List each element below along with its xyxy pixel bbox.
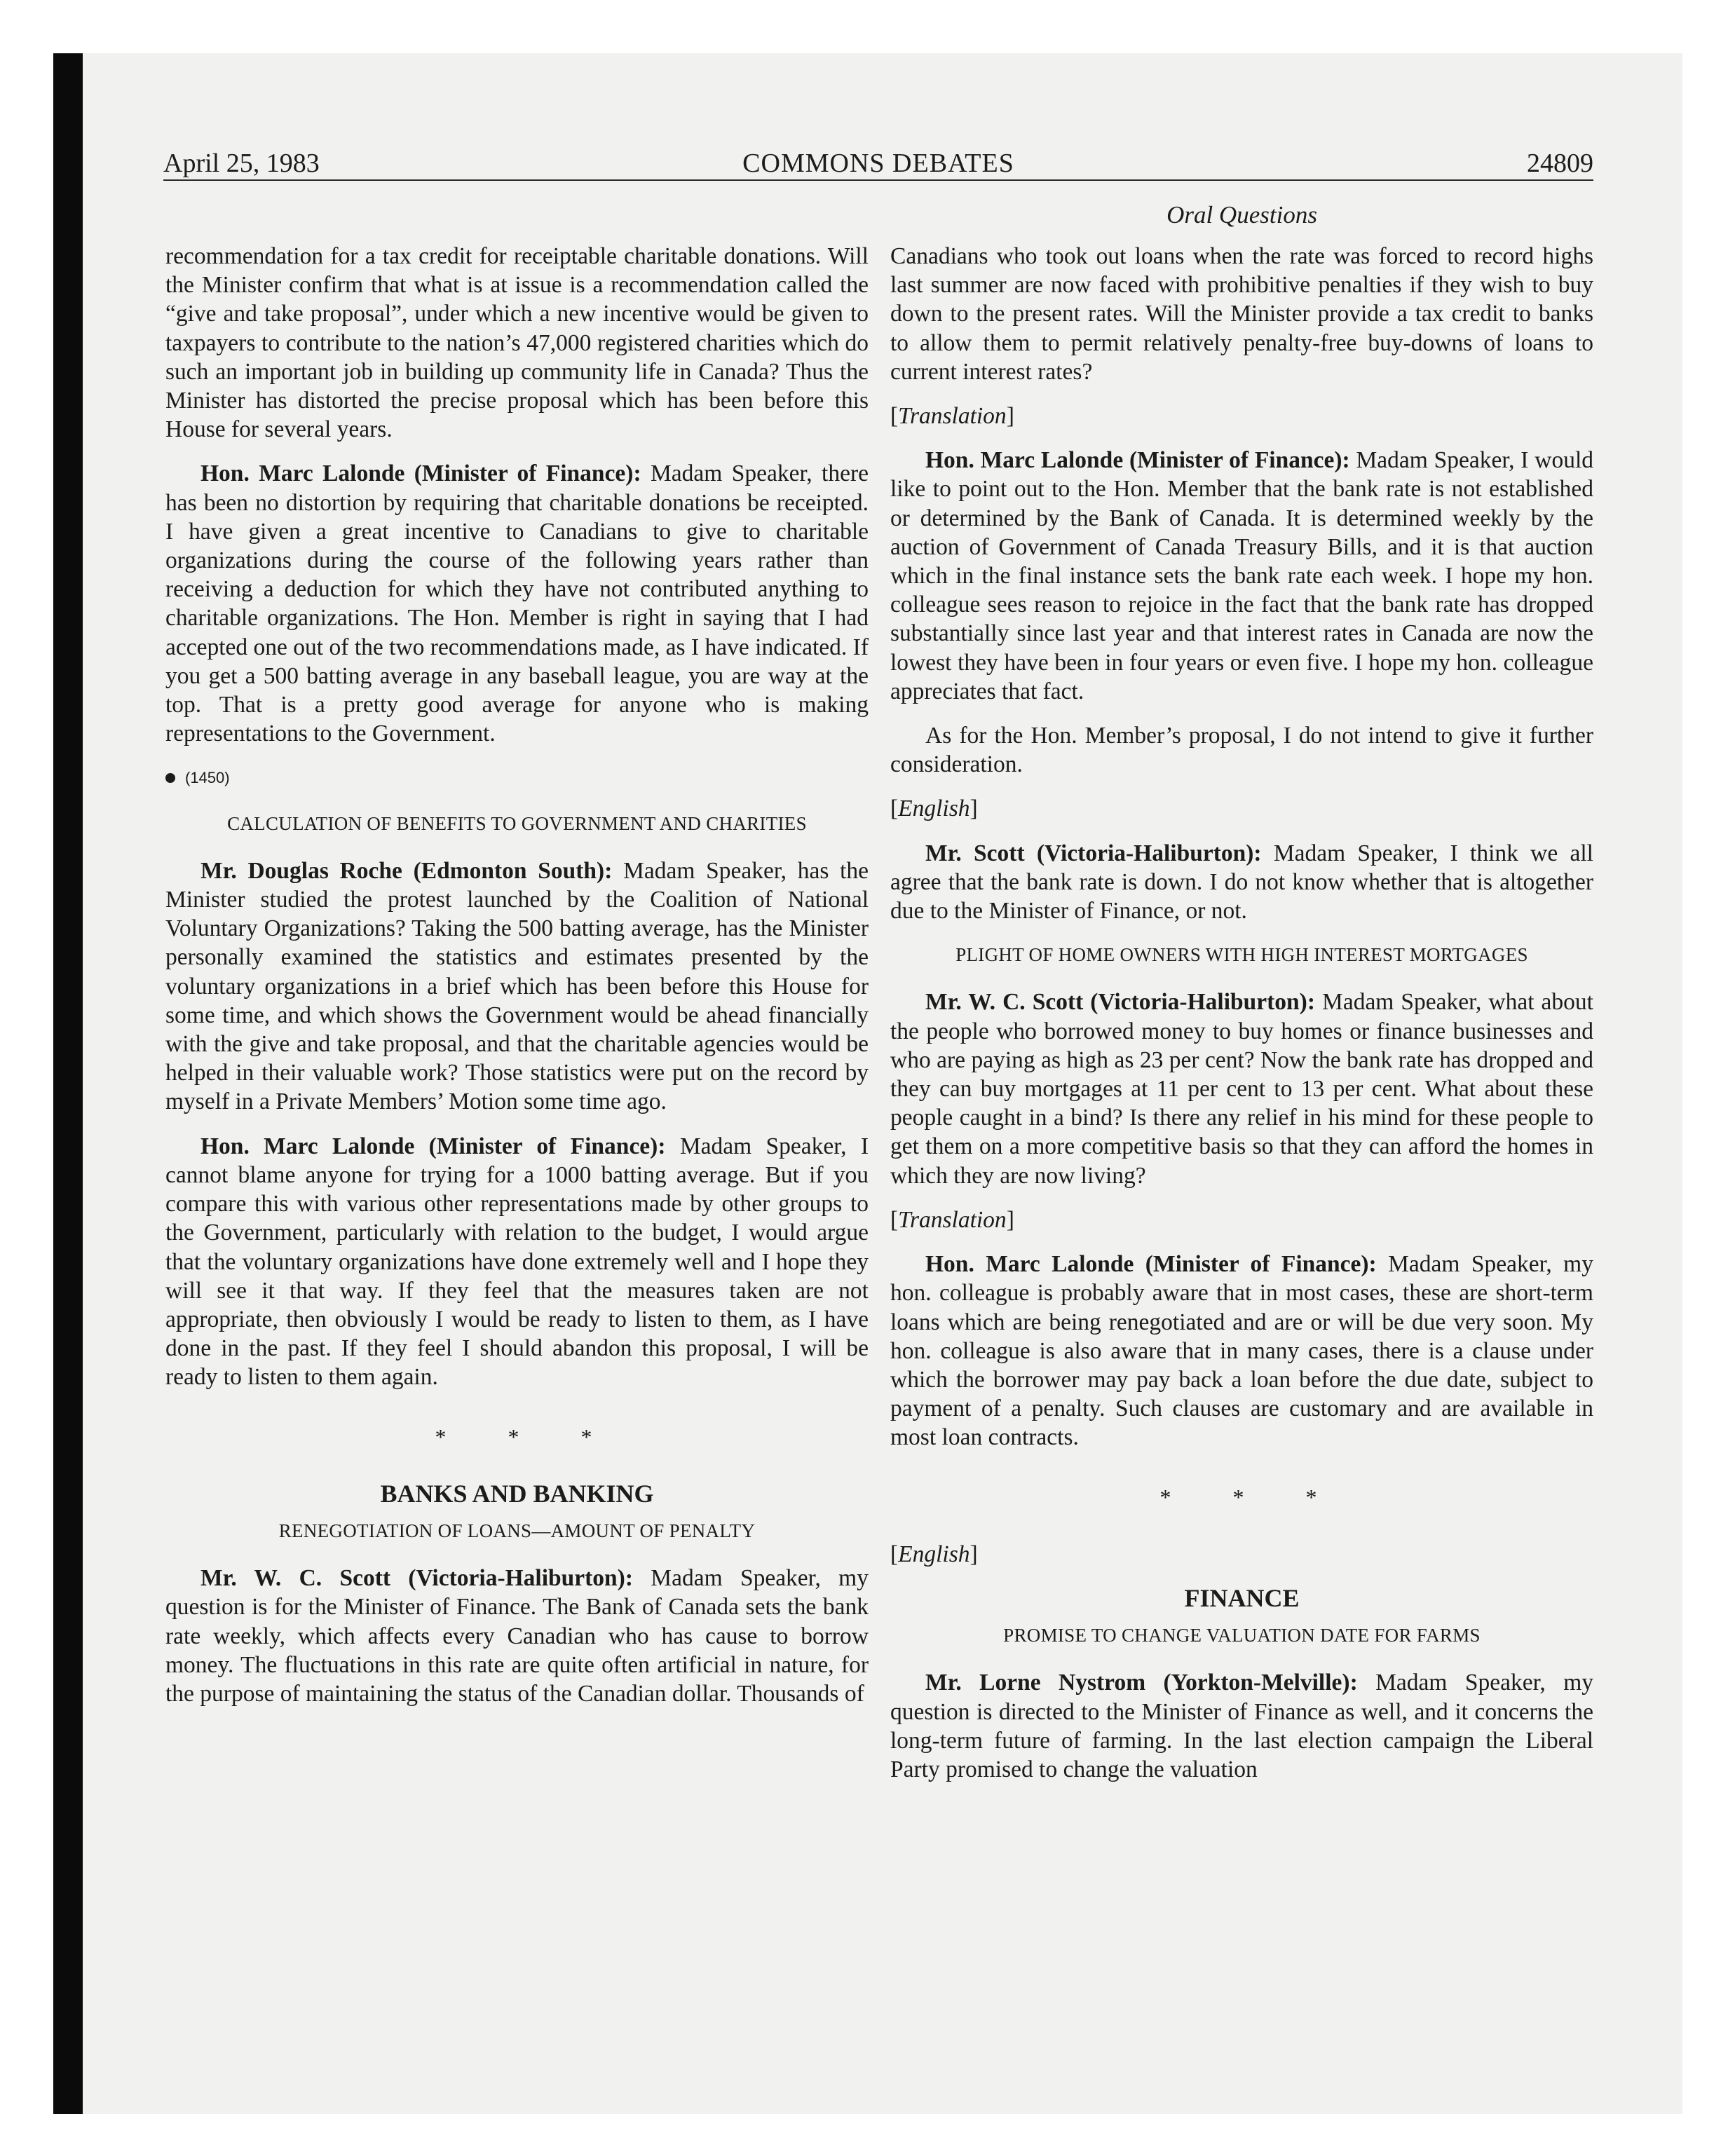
paragraph: Canadians who took out loans when the rate was forced to record highs last summer are now faced with prohibitive penalties if they wish to buy down to the present rates. Will the Minister provide a tax credit to banks to allow them to permit relatively penalty-free buy-downs of loans to current interest rates? (890, 243, 1593, 385)
speaker-name: Mr. Scott (Victoria-Haliburton): (925, 840, 1262, 866)
page-number: 24809 (1527, 149, 1593, 178)
speech: Hon. Marc Lalonde (Minister of Finance): Madam Speaker, there has been no distortion by requiring that charitable donations be receipted. I have given a great incentive to Canadians to give to charitable organizations during the course of the following years rather than receiving a deduction for which they have not contributed anything to charitable organizations. The Hon. Member is right in saying that I had accepted one out of the two recommendations made, as I have indicated. If you get a 500 batting average in any baseball league, you are way at the top. That is a pretty good average for anyone who is making representations to the Government. (165, 460, 869, 747)
language-tag: [Translation] (890, 1206, 1014, 1233)
speech: Mr. Douglas Roche (Edmonton South): Madam Speaker, has the Minister studied the protest launched by the Coalition of National Voluntary Organizations? Taking the 500 batting average, has the Minister personally examined the statistics and estimates presented by the voluntary organizations in a brief which has been before this House for some time, and which shows the Government would be ahead financially with the give and take proposal, and that the charitable agencies would be helped in their valuable work? Those statistics were put on the record by myself in a Private Members’ Motion some time ago. (165, 857, 869, 1115)
speech: Hon. Marc Lalonde (Minister of Finance): Madam Speaker, I cannot blame anyone for trying for a 1000 batting average. But if you compare this with various other representations made by other groups to the Government, particularly with relation to the budget, I would argue that the voluntary organizations have done extremely well and I hope they will see it that way. If they feel that the measures taken are not appropriate, then obviously I would be ready to listen to them, as I have done in the past. If they feel I should abandon this proposal, I will be ready to listen to them again. (165, 1133, 869, 1391)
right-column (890, 242, 1593, 1799)
left-column (165, 242, 869, 1724)
subheading: RENEGOTIATION OF LOANS—AMOUNT OF PENALTY (278, 1520, 756, 1541)
heading: BANKS AND BANKING (380, 1479, 654, 1508)
section-break: * * * (435, 1424, 620, 1449)
language-tag: [Translation] (890, 403, 1014, 430)
scan-edge (53, 53, 83, 2114)
speaker-name: Hon. Marc Lalonde (Minister of Finance): (200, 460, 641, 487)
time-marker: (1450) (165, 763, 869, 792)
running-header (163, 146, 1593, 181)
subheading: CALCULATION OF BENEFITS TO GOVERNMENT AND CHARITIES (227, 812, 807, 834)
bullet-icon (165, 773, 175, 783)
speaker-name: Hon. Marc Lalonde (Minister of Finance): (200, 1133, 666, 1159)
paragraph: recommendation for a tax credit for receiptable charitable donations. Will the Minister confirm that what is at issue is a recommendation called the “give and take proposal”, under which a new incentive would be given to taxpayers to contribute to the nation’s 47,000 registered charities which do such an important job in building up community life in Canada? Thus the Minister has distorted the precise proposal which has been before this House for several years. (165, 243, 869, 443)
header-date: April 25, 1983 (163, 149, 320, 178)
header-rule (163, 179, 1593, 181)
speech: Mr. Scott (Victoria-Haliburton): Madam Speaker, I think we all agree that the bank rate is down. I do not know whether that is altogether due to the Minister of Finance, or not. (890, 840, 1593, 925)
speech: Hon. Marc Lalonde (Minister of Finance): Madam Speaker, my hon. colleague is probably aware that in most cases, these are short-term loans which are being renegotiated and are or will be due very soon. My hon. colleague is also aware that in many cases, there is a clause under which the borrower may pay back a loan before the due date, subject to payment of a penalty. Such clauses are customary and are available in most loan contracts. (890, 1251, 1593, 1451)
speech: Hon. Marc Lalonde (Minister of Finance): Madam Speaker, I would like to point out to the Hon. Member that the bank rate is not established or determined by the Bank of Canada. It is determined weekly by the auction of Government of Canada Treasury Bills, and it is that auction which in the final instance sets the bank rate each week. I hope my hon. colleague sees reason to rejoice in the fact that the bank rate has dropped substantially since last year and that interest rates in Canada are now the lowest they have been in four years or even five. I hope my hon. colleague appreciates that fact. (890, 447, 1593, 704)
paragraph: As for the Hon. Member’s proposal, I do not intend to give it further consideration. (890, 723, 1593, 778)
speaker-name: Hon. Marc Lalonde (Minister of Finance): (925, 447, 1350, 474)
speaker-name: Mr. W. C. Scott (Victoria-Haliburton): (200, 1565, 633, 1592)
subheading: PLIGHT OF HOME OWNERS WITH HIGH INTEREST MORTGAGES (955, 944, 1528, 966)
speaker-name: Hon. Marc Lalonde (Minister of Finance): (925, 1251, 1377, 1278)
header-title: COMMONS DEBATES (742, 149, 1014, 178)
speech: Mr. Lorne Nystrom (Yorkton-Melville): Madam Speaker, my question is directed to the Minister of Finance as well, and it concerns the long-term future of farming. In the last election campaign the Liberal Party promised to change the valuation (890, 1670, 1593, 1782)
speaker-name: Mr. Douglas Roche (Edmonton South): (200, 857, 613, 884)
language-tag: [English] (890, 1541, 978, 1567)
language-tag: [English] (890, 796, 978, 822)
section-break: * * * (1159, 1484, 1345, 1510)
speaker-name: Mr. Lorne Nystrom (Yorkton-Melville): (925, 1670, 1358, 1696)
section-title: Oral Questions (1166, 201, 1317, 228)
speaker-name: Mr. W. C. Scott (Victoria-Haliburton): (925, 989, 1315, 1016)
heading: FINANCE (1184, 1583, 1300, 1612)
speech: Mr. W. C. Scott (Victoria-Haliburton): Madam Speaker, my question is for the Minister of Finance. The Bank of Canada sets the bank rate weekly, which affects every Canadian who has cause to borrow money. The fluctuations in this rate are quite often artificial in nature, for the purpose of maintaining the status of the Canadian dollar. Thousands of (165, 1565, 869, 1707)
speech: Mr. W. C. Scott (Victoria-Haliburton): Madam Speaker, what about the people who borrowed money to buy homes or finance businesses and who are paying as high as 23 per cent? Now the bank rate has dropped and they can buy mortgages at 11 per cent to 13 per cent. What about these people caught in a bind? Is there any relief in his mind for these people to get them on a more competitive basis so that they can afford the homes in which they are now living? (890, 989, 1593, 1189)
subheading: PROMISE TO CHANGE VALUATION DATE FOR FARMS (1003, 1625, 1481, 1646)
